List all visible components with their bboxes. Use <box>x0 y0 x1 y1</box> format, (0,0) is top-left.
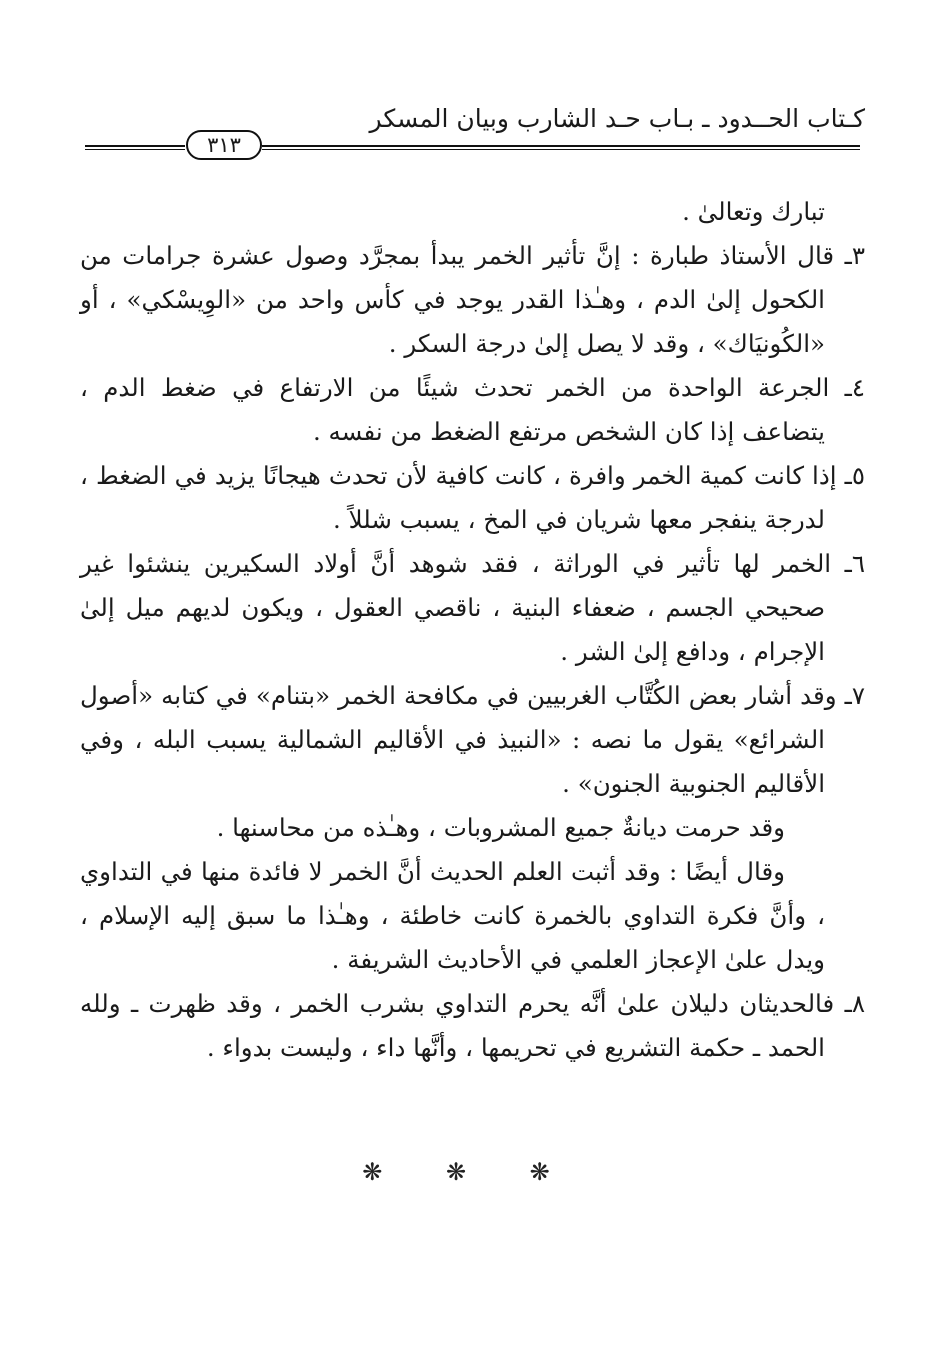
paragraph-quote-religion: وقد حرمت ديانةٌ جميع المشروبات ، وهـٰذه من محاسنها . <box>216 813 785 842</box>
list-item-5: ٥ـ إذا كانت كمية الخمر وافرة ، كانت كافية لأن تحدث هيجانًا يزيد في الضغط ، لدرجة ينفجر معها شريان في المخ ، يسبب شللاً . <box>80 461 865 534</box>
section-separator-stars: ❋ ❋ ❋ <box>362 1158 578 1186</box>
page-number: ٣١٣ <box>186 130 262 160</box>
header-rule-right <box>262 145 860 150</box>
list-item-7: ٧ـ وقد أشار بعض الكُتَّاب الغربيين في مكافحة الخمر «بتنام» في كتابه «أصول الشرائع» يقول ما نصه : «النبيذ في الأقاليم الشمالية يسبب البله ، وفي الأقاليم الجنوبية الجنون» . <box>80 681 865 798</box>
list-item-6: ٦ـ الخمر لها تأثير في الوراثة ، فقد شوهد أنَّ أولاد السكيرين ينشئوا غير صحيحي الجسم ، ضعفاء البنية ، ناقصي العقول ، ويكون لديهم ميل إلىٰ الإجرام ، ودافع إلىٰ الشر . <box>80 549 865 666</box>
running-title: كـتاب الحــدود ـ بـاب حـد الشارب وبيان المسكر <box>369 104 865 133</box>
list-item-8: ٨ـ فالحديثان دليلان علىٰ أنَّه يحرم التداوي بشرب الخمر ، وقد ظهرت ـ ولله الحمد ـ حكمة التشريع في تحريمها ، وأنَّها داء ، وليست بدواء . <box>80 989 865 1062</box>
paragraph-continuation: تبارك وتعالىٰ . <box>682 197 825 226</box>
list-item-3: ٣ـ قال الأستاذ طبارة : إنَّ تأثير الخمر يبدأ بمجرَّد وصول عشرة جرامات من الكحول إلىٰ الدم ، وهـٰذا القدر يوجد في كأس واحد من «الوِيسْكي» ، أو «الكُونيَاك» ، وقد لا يصل إلىٰ درجة السكر . <box>80 241 865 358</box>
page-body <box>80 190 865 1070</box>
list-item-4: ٤ـ الجرعة الواحدة من الخمر تحدث شيئًا من الارتفاع في ضغط الدم ، يتضاعف إذا كان الشخص مرتفع الضغط من نفسه . <box>80 373 865 446</box>
header-rule-left <box>85 145 185 150</box>
paragraph-quote-science: وقال أيضًا : وقد أثبت العلم الحديث أنَّ الخمر لا فائدة منها في التداوي ، وأنَّ فكرة التداوي بالخمرة كانت خاطئة ، وهـٰذا ما سبق إليه الإسلام ، ويدل علىٰ الإعجاز العلمي في الأحاديث الشريفة . <box>80 857 825 974</box>
